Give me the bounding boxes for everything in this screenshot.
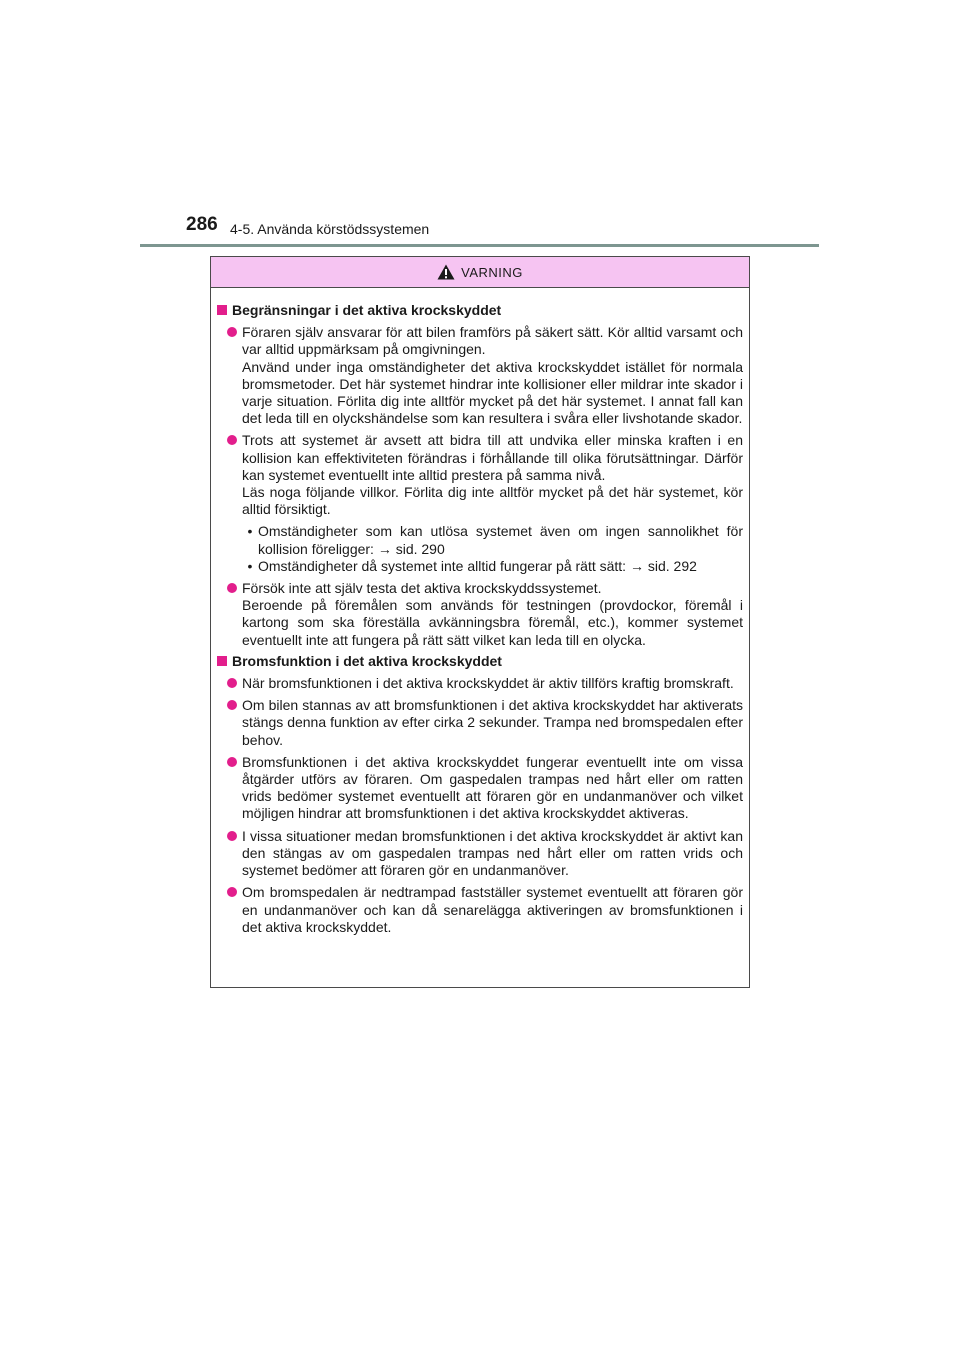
- sub-list: [242, 523, 743, 575]
- bullet-body: [242, 884, 743, 936]
- page-header: [186, 214, 820, 248]
- circle-bullet-icon: [227, 700, 237, 710]
- circle-bullet-icon: [227, 327, 237, 337]
- bullet-item: [217, 754, 743, 823]
- bullet-body: [242, 828, 743, 880]
- bullet-paragraph: Om bilen stannas av att bromsfunktionen i det aktiva krockskyddet har aktiverats stängs denna funktion av efter cirka 2 sekunder. Trampa ned bromspedalen efter behov.: [242, 697, 743, 748]
- warning-label: VARNING: [461, 264, 523, 280]
- bullet-paragraph: Föraren själv ansvarar för att bilen framförs på säkert sätt. Kör alltid varsamt och var alltid uppmärksam på omgivningen.: [242, 324, 743, 358]
- header-divider: [140, 244, 819, 247]
- bullet-paragraph: Försök inte att själv testa det aktiva krockskyddssystemet.: [242, 580, 602, 597]
- bullet-item: [217, 697, 743, 749]
- bullet-item: [217, 884, 743, 936]
- bullet-body: [242, 697, 743, 749]
- warning-header: [211, 257, 749, 288]
- circle-bullet-icon: [227, 435, 237, 445]
- page-number: 286: [186, 214, 218, 235]
- section-heading-text: Bromsfunktion i det aktiva krockskyddet: [232, 652, 502, 669]
- square-bullet-icon: [217, 305, 227, 315]
- circle-bullet-icon: [227, 757, 237, 767]
- square-bullet-icon: [217, 656, 227, 666]
- bullet-paragraph: Om bromspedalen är nedtrampad fastställer systemet eventuellt att föraren gör en undanmanöver och kan då senarelägga aktiveringen av bromsfunktionen i det aktiva krockskyddet.: [242, 884, 743, 935]
- bullet-paragraph: Beroende på föremålen som används för testningen (provdockor, föremål i kartong som ska föreställa avkänningsbra föremål, etc.), kommer systemet eventuellt inte att fungera på rätt sätt vilket kan leda till en olycka.: [242, 597, 743, 648]
- sub-list-text: Omständigheter då systemet inte alltid fungerar på rätt sätt: → sid. 292: [258, 557, 697, 574]
- section-heading-text: Begränsningar i det aktiva krockskyddet: [232, 302, 502, 318]
- bullet-item: [217, 432, 743, 575]
- bullet-paragraph: Bromsfunktionen i det aktiva krockskyddet fungerar eventuellt inte om vissa åtgärder utförs av föraren. Om gaspedalen trampas ned hårt eller om ratten vrids bedömer systemet eventuellt att föraren gör en undanmanöver och vilket möjligen hindrar att bromsfunktionen i det aktiva krockskyddet aktiveras.: [242, 753, 743, 822]
- warning-box: [210, 256, 750, 988]
- section-heading: [217, 302, 743, 319]
- bullet-paragraph: Trots att systemet är avsett att bidra till att undvika eller minska kraften i en kollision kan effektiviteten förändras i förhållande till olika förutsättningar. Därför kan systemet eventuellt inte alltid prestera på samma nivå.: [242, 432, 743, 483]
- circle-bullet-icon: [227, 831, 237, 841]
- sub-list-item: [242, 558, 743, 575]
- bullet-body: [242, 675, 743, 692]
- bullet-item: [217, 580, 743, 649]
- small-bullet-icon: •: [247, 523, 253, 540]
- bullet-item: [217, 675, 743, 692]
- bullet-paragraph: När bromsfunktionen i det aktiva krockskyddet är aktiv tillförs kraftig bromskraft.: [242, 675, 734, 692]
- warning-triangle-icon: [437, 264, 455, 280]
- sub-list-text: Omständigheter som kan utlösa systemet även om ingen sannolikhet för kollision föreligger: → sid. 290: [258, 523, 743, 557]
- bullet-body: [242, 432, 743, 575]
- section-title: 4-5. Använda körstödssystemen: [230, 221, 430, 237]
- bullet-paragraph: Använd under inga omständigheter det aktiva krockskyddet istället för normala bromsmetoder. Det här systemet hindrar inte kollisioner eller mildrar inte skador i varje situation. Förlita dig inte alltför mycket på det här systemet. I annat fall kan det leda till en olyckshändelse som kan resultera i svåra eller livshotande skador.: [242, 358, 743, 427]
- small-bullet-icon: •: [247, 557, 253, 574]
- bullet-item: [217, 324, 743, 427]
- bullet-paragraph: I vissa situationer medan bromsfunktionen i det aktiva krockskyddet är aktivt kan den stängas av om gaspedalen trampas ned hårt eller om ratten vrids och systemet bedömer att föraren gör en undanmanöver.: [242, 827, 743, 879]
- circle-bullet-icon: [227, 678, 237, 688]
- bullet-body: [242, 324, 743, 427]
- bullet-body: [242, 754, 743, 823]
- bullet-paragraph: Läs noga följande villkor. Förlita dig inte alltför mycket på det här systemet, kör alltid försiktigt.: [242, 484, 743, 518]
- bullet-body: [242, 580, 743, 649]
- circle-bullet-icon: [227, 583, 237, 593]
- sub-list-item: [242, 523, 743, 557]
- circle-bullet-icon: [227, 887, 237, 897]
- section-heading: [217, 653, 743, 670]
- warning-content: [211, 288, 749, 936]
- bullet-item: [217, 828, 743, 880]
